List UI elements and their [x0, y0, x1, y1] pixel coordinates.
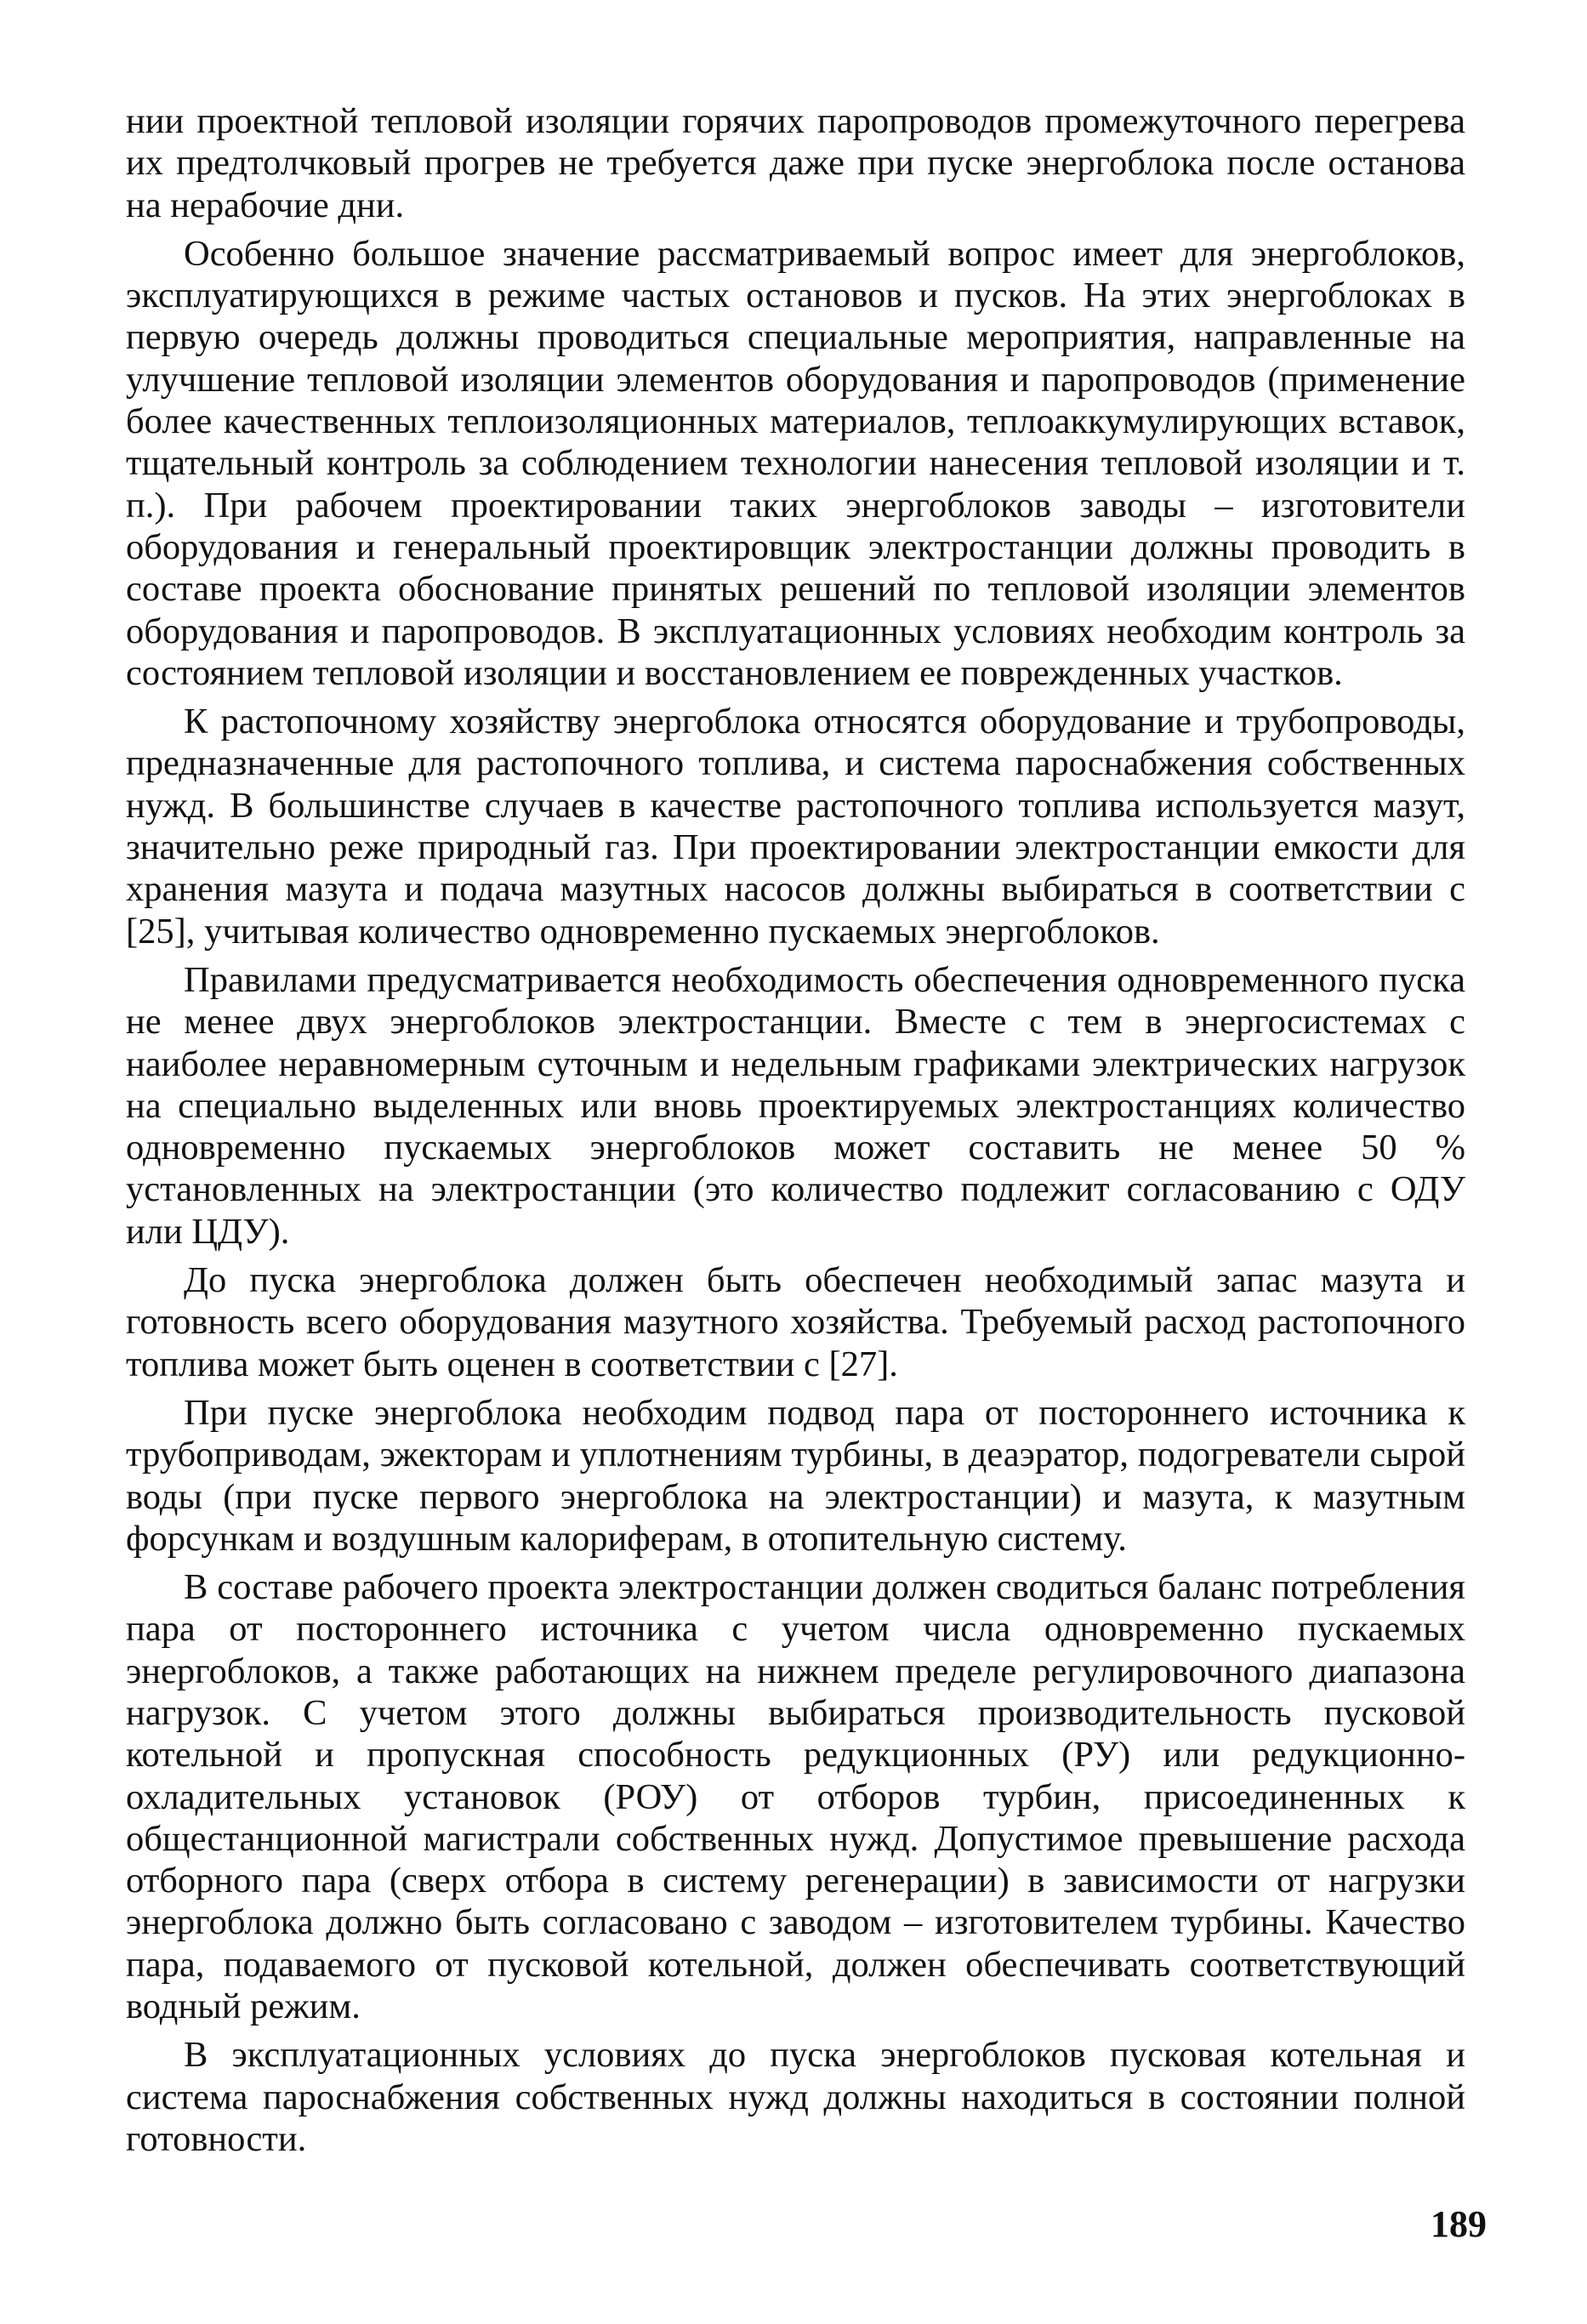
body-text: [126, 100, 1465, 2167]
page-number: 189: [1431, 2203, 1487, 2245]
paragraph-8: В эксплуатационных условиях до пуска энергоблоков пусковая котельная и система пароснабжения собственных нужд должны находиться в состоянии полной готовности.: [126, 2035, 1465, 2159]
paragraph-1: нии проектной тепловой изоляции горячих паропроводов промежуточного перегрева их предтолчковый прогрев не требуется даже при пуске энергоблока после останова на нерабочие дни.: [126, 101, 1465, 225]
paragraph-3: К растопочному хозяйству энергоблока относятся оборудование и трубопроводы, предназначенные для растопочного топлива, и система пароснабжения собственных нужд. В большинстве случаев в качестве растопочного топлива используется мазут, значительно реже природный газ. При проектировании электростанции емкости для хранения мазута и подача мазутных насосов должны выбираться в соответствии с [25], учитывая количество одновременно пускаемых энергоблоков.: [126, 702, 1465, 952]
paragraph-6: При пуске энергоблока необходим подвод пара от постороннего источника к трубоприводам, эжекторам и уплотнениям турбины, в деаэратор, подогреватели сырой воды (при пуске первого энергоблока на электростанции) и мазута, к мазутным форсункам и воздушным калориферам, в отопительную систему.: [126, 1392, 1465, 1559]
paragraph-5: До пуска энергоблока должен быть обеспечен необходимый запас мазута и готовность всего оборудования мазутного хозяйства. Требуемый расход растопочного топлива может быть оценен в соответствии с [27].: [126, 1260, 1465, 1384]
paragraph-2: Особенно большое значение рассматриваемый вопрос имеет для энергоблоков, эксплуатирующихся в режиме частых остановов и пусков. На этих энергоблоках в первую очередь должны проводиться специальные мероприятия, направленные на улучшение тепловой изоляции элементов оборудования и паропроводов (применение более качественных теплоизоляционных материалов, теплоаккумулирующих вставок, тщательный контроль за соблюдением технологии нанесения тепловой изоляции и т. п.). При рабочем проектировании таких энергоблоков заводы – изготовители оборудования и генеральный проектировщик электростанции должны проводить в составе проекта обоснование принятых решений по тепловой изоляции элементов оборудования и паропроводов. В эксплуатационных условиях необходим контроль за состоянием тепловой изоляции и восстановлением ее поврежденных участков.: [126, 233, 1465, 693]
paragraph-4: Правилами предусматривается необходимость обеспечения одновременного пуска не менее двух энергоблоков электростанции. Вместе с тем в энергосистемах с наиболее неравномерным суточным и недельным графиками электрических нагрузок на специально выделенных или вновь проектируемых электростанциях количество одновременно пускаемых энергоблоков может составить не менее 50 % установленных на электростанции (это количество подлежит согласованию с ОДУ или ЦДУ).: [126, 959, 1465, 1252]
paragraph-7: В составе рабочего проекта электростанции должен сводиться баланс потребления пара от постороннего источника с учетом числа одновременно пускаемых энергоблоков, а также работающих на нижнем пределе регулировочного диапазона нагрузок. С учетом этого должны выбираться производительность пусковой котельной и пропускная способность редукционных (РУ) или редукционно-охладительных установок (РОУ) от отборов турбин, присоединенных к общестанционной магистрали собственных нужд. Допустимое превышение расхода отборного пара (сверх отбора в систему регенерации) в зависимости от нагрузки энергоблока должно быть согласовано с заводом – изготовителем турбины. Качество пара, подаваемого от пусковой котельной, должен обеспечивать соответствующий водный режим.: [126, 1567, 1465, 2027]
